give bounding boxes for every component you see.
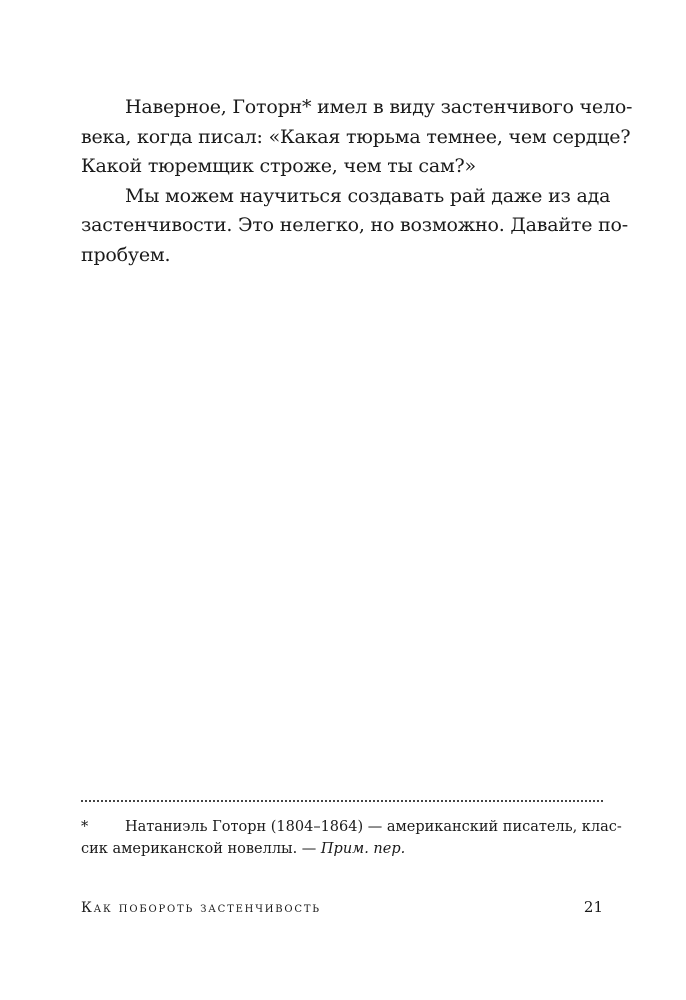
paragraph-2-line-1: Мы можем научиться создавать рай даже из ада bbox=[125, 184, 611, 207]
paragraph-2-line-2: застенчивости. Это нелегко, но возможно. Давайте по- bbox=[81, 214, 629, 236]
paragraph-1-line-2: века, когда писал: «Какая тюрьма темнее, чем сердце? bbox=[81, 125, 631, 148]
footnote-text-line-2: сик американской новеллы. — bbox=[81, 841, 321, 857]
book-title: Как побороть застенчивость bbox=[81, 900, 321, 916]
paragraph-1-line-1-start: Наверное, Готорн bbox=[125, 96, 303, 118]
running-footer bbox=[81, 898, 603, 916]
footnote-line-1 bbox=[81, 816, 622, 838]
paragraph-1 bbox=[81, 93, 633, 182]
main-text bbox=[81, 93, 633, 270]
paragraph-2 bbox=[81, 182, 629, 271]
footnote-mark: * bbox=[81, 819, 89, 835]
page-number: 21 bbox=[583, 898, 603, 916]
paragraph-1-line-3: Какой тюремщик строже, чем ты сам?» bbox=[81, 155, 476, 177]
translator-note: Прим. пер. bbox=[320, 841, 406, 857]
footnote-line-2 bbox=[81, 838, 603, 860]
footnote bbox=[81, 816, 622, 860]
footnote-text-line-1: Натаниэль Готорн (1804–1864) — американский писатель, клас- bbox=[125, 819, 622, 835]
paragraph-1-line-1 bbox=[81, 93, 633, 123]
footnote-reference-mark: * bbox=[302, 96, 312, 118]
footnote-divider bbox=[81, 800, 603, 802]
paragraph-1-line-1-end: имел в виду застенчивого чело- bbox=[311, 96, 633, 118]
paragraph-2-line-3: пробуем. bbox=[81, 243, 171, 266]
